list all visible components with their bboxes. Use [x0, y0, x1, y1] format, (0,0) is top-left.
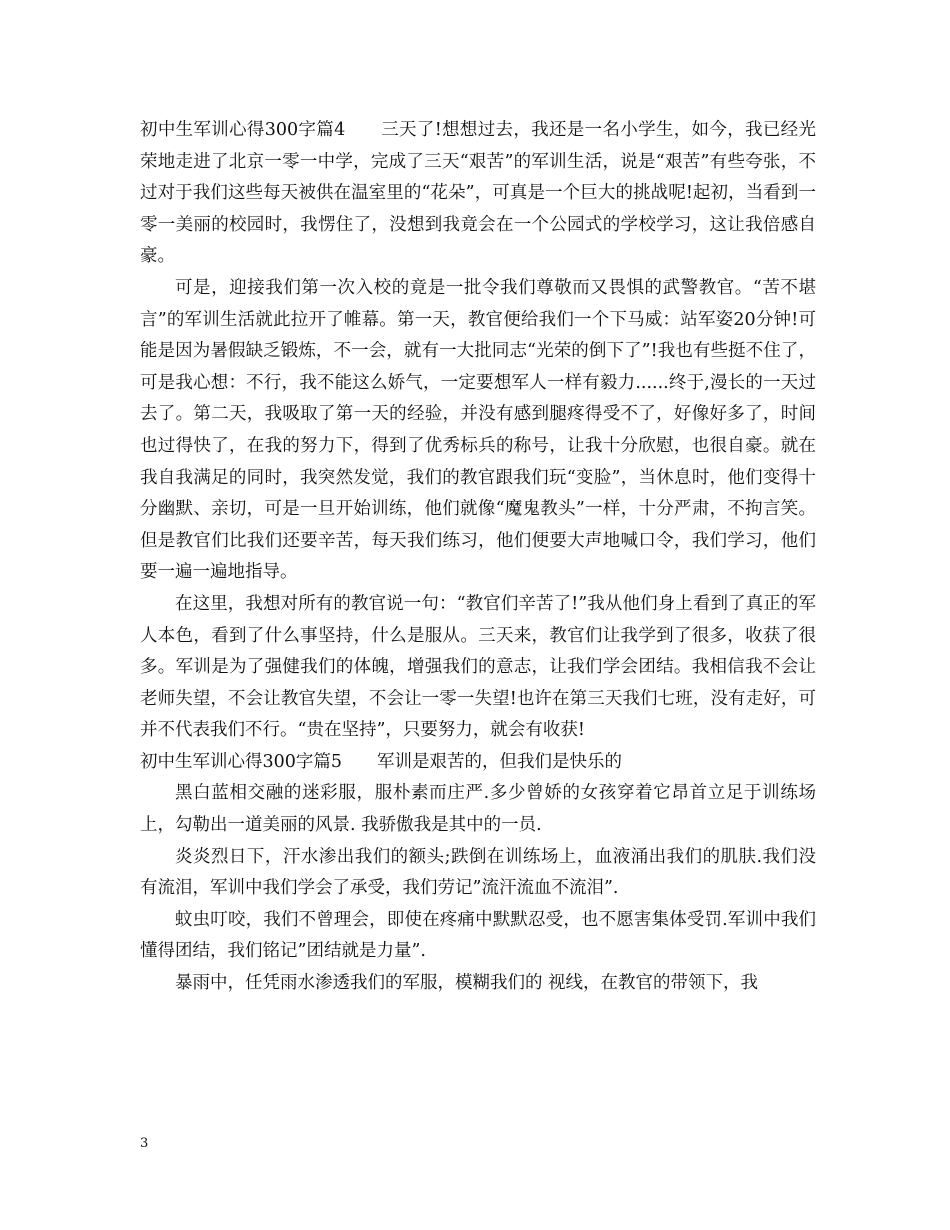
document-body: [140, 115, 816, 1000]
paragraph-1: 初中生军训心得300字篇4 三天了!想想过去，我还是一名小学生，如今，我已经光荣地走进了北京一零一中学，完成了三天“艰苦”的军训生活，说是“艰苦”有些夸张，不过对于我们这些每天被供在温室里的“花朵”，可真是一个巨大的挑战呢!起初，当看到一零一美丽的校园时，我愣住了，没想到我竟会在一个公园式的学校学习，这让我倍感自豪。: [140, 120, 816, 267]
page-number: 3: [140, 1136, 149, 1151]
paragraph-7: 蚊虫叮咬，我们不曾理会，即使在疼痛中默默忍受，也不愿害集体受罚.军训中我们懂得团结，我们铭记”团结就是力量”.: [140, 909, 816, 962]
paragraph-2: 可是，迎接我们第一次入校的竟是一批令我们尊敬而又畏惧的武警教官。“苦不堪言”的军训生活就此拉开了帷幕。第一天，教官便给我们一个下马威：站军姿20分钟!可能是因为暑假缺乏锻炼，不一会，就有一大批同志“光荣的倒下了”!我也有些挺不住了，可是我心想：不行，我不能这么娇气，一定要想军人一样有毅力......终于,漫长的一天过去了。第二天，我吸取了第一天的经验，并没有感到腿疼得受不了，好像好多了，时间也过得快了，在我的努力下，得到了优秀标兵的称号，让我十分欣慰，也很自豪。就在我自我满足的同时，我突然发觉，我们的教官跟我们玩“变脸”，当休息时，他们变得十分幽默、亲切，可是一旦开始训练，他们就像“魔鬼教头”一样，十分严肃，不拘言笑。但是教官们比我们还要辛苦，每天我们练习，他们便要大声地喊口令，我们学习，他们要一遍一遍地指导。: [140, 277, 816, 583]
paragraph-4: 初中生军训心得300字篇5 军训是艰苦的，但我们是快乐的: [140, 751, 623, 772]
paragraph-6: 炎炎烈日下，汗水渗出我们的额头;跌倒在训练场上，血液涌出我们的肌肤.我们没有流泪，军训中我们学会了承受，我们劳记”流汗流血不流泪”.: [140, 846, 816, 899]
paragraph-8: 暴雨中，任凭雨水渗透我们的军服，模糊我们的 视线，在教官的带领下，我: [175, 973, 759, 994]
paragraph-3: 在这里，我想对所有的教官说一句：“教官们辛苦了!”我从他们身上看到了真正的军人本色，看到了什么事坚持，什么是服从。三天来，教官们让我学到了很多，收获了很多。军训是为了强健我们的体魄，增强我们的意志，让我们学会团结。我相信我不会让老师失望，不会让教官失望，不会让一零一失望!也许在第三天我们七班，没有走好，可并不代表我们不行。“贵在坚持”，只要努力，就会有收获!: [140, 593, 816, 741]
paragraph-5: 黑白蓝相交融的迷彩服，服朴素而庄严.多少曾娇的女孩穿着它昂首立足于训练场上，勾勒出一道美丽的风景. 我骄傲我是其中的一员.: [140, 783, 816, 836]
